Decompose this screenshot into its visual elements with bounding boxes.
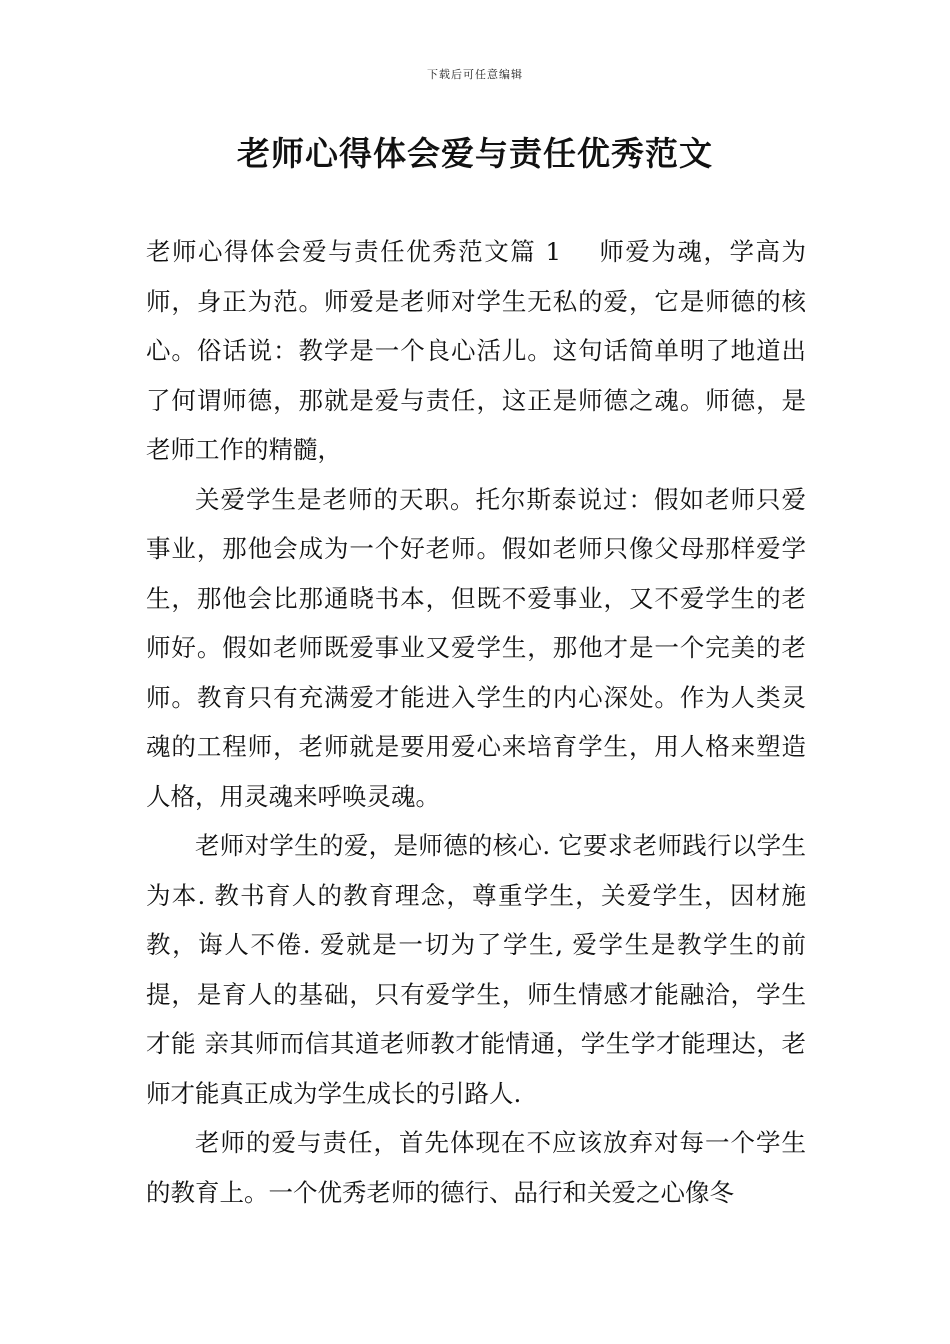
section-heading: 老师心得体会爱与责任优秀范文篇 1: [146, 237, 562, 266]
header-note: 下载后可任意编辑: [427, 68, 523, 81]
document-body: [146, 227, 806, 1217]
paragraph-1: [146, 227, 806, 475]
paragraph-4: 老师的爱与责任，首先体现在不应该放弃对每一个学生的教育上。一个优秀老师的德行、品行和关爱之心像冬: [146, 1128, 806, 1207]
paragraph-1-text: 师爱为魂，学高为师，身正为范。师爱是老师对学生无私的爱，它是师德的核心。俗话说：教学是一个良心活儿。这句话简单明了地道出了何谓师德，那就是爱与责任，这正是师德之魂。师德，是老师工作的精髓，: [146, 237, 806, 464]
paragraph-2: 关爱学生是老师的天职。托尔斯泰说过：假如老师只爱事业，那他会成为一个好老师。假如老师只像父母那样爱学生，那他会比那通晓书本，但既不爱事业，又不爱学生的老师好。假如老师既爱事业又爱学生，那他才是一个完美的老师。教育只有充满爱才能进入学生的内心深处。作为人类灵魂的工程师，老师就是要用爱心来培育学生，用人格来塑造人格，用灵魂来呼唤灵魂。: [146, 484, 806, 811]
document-title: 老师心得体会爱与责任优秀范文: [237, 134, 713, 173]
paragraph-3: 老师对学生的爱，是师德的核心. 它要求老师践行以学生为本. 教书育人的教育理念，尊重学生，关爱学生，因材施教，诲人不倦. 爱就是一切为了学生, 爱学生是教学生的前提，是育人的基础，只有爱学生，师生情感才能融洽，学生才能 亲其师而信其道老师教才能情通，学生学才能理达，老师才能真正成为学生成长的引路人.: [146, 831, 806, 1108]
